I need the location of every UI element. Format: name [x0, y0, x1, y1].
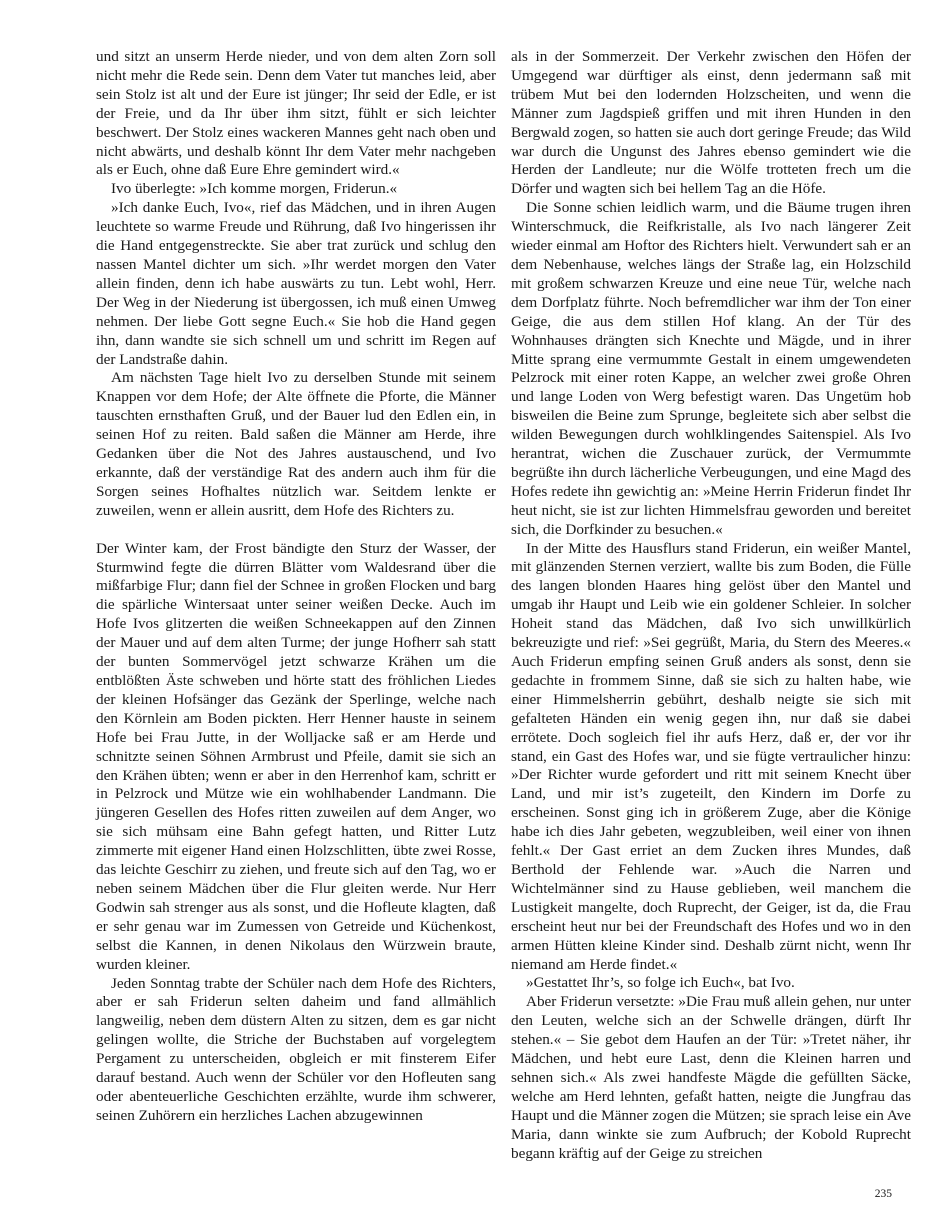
paragraph: Jeden Sonntag trabte der Schüler nach dem Hofe des Richters, aber er sah Friderun selten daheim und fand allmählich langweilig, neben dem düstern Alten zu sitzen, dem es gar nicht gelingen wollte, die Striche der Buchstaben auf vorgelegtem Pergament zu unterscheiden, obgleich er mit finsterem Eifer darauf bestand. Auch wenn der Schüler vor den Hofleuten sang oder abenteuerliche Geschichten erzählte, wurde ihm schwerer, seinen Zuhörern ein herzliches Lachen abzugewinnen: [96, 974, 496, 1124]
right-text-column: [511, 48, 911, 1163]
paragraph: Aber Friderun versetzte: »Die Frau muß allein gehen, nur unter den Leuten, welche sich an der Schwelle drängen, dürft Ihr stehen.« – Sie gebot dem Haufen an der Tür: »Tretet näher, ihr Mädchen, und hebt eure Last, denn die Kleinen harren und sehnen sich.« Als zwei handfeste Mägde die gefüllten Säcke, welche am Herd lehnten, gefaßt hatten, neigte die Jungfrau das Haupt und die Männer zogen die Mützen; sie sprach leise ein Ave Maria, dann winkte sie zum Aufbruch; der Kobold Ruprecht begann kräftig auf der Geige zu streichen: [511, 993, 911, 1162]
page-number: 235: [874, 1188, 892, 1200]
paragraph: »Gestattet Ihr’s, so folge ich Euch«, bat Ivo.: [526, 974, 795, 992]
paragraph: als in der Sommerzeit. Der Verkehr zwischen den Höfen der Umgegend war dürftiger als einst, denn jedermann saß mit trübem Mut bei den lodernden Holzscheiten, und wenn die Männer zum Jagdspieß griffen und mit ihren Hunden in den Bergwald zogen, so hatten sie auch dort geringe Freude; das Wild war durch die Ungunst des Jahres ebenso gemindert wie die Herden der Landleute; nur die Wölfe trotteten frech um die Dörfer und wagten sich bei hellem Tag an die Höfe.: [511, 48, 911, 198]
paragraph: Am nächsten Tage hielt Ivo zu derselben Stunde mit seinem Knappen vor dem Hofe; der Alte öffnete die Pforte, die Männer tauschten ernsthaften Gruß, und der Bauer lud den Edlen ein, in seinen Hof zu reiten. Bald saßen die Männer am Herde, ihre Gedanken über die Not des Jahres austauschend, und Ivo erkannte, daß der verständige Rat des andern auch ihm für die Sorgen seines Hofhaltes nützlich war. Seitdem lenkte er zuweilen, wenn er allein ausritt, dem Hofe des Richters zu.: [96, 369, 496, 519]
section-break: [96, 521, 496, 540]
paragraph: Der Winter kam, der Frost bändigte den Sturz der Wasser, der Sturmwind fegte die dürren Blätter vom Waldesrand über die mißfarbige Flur; dann fiel der Schnee in großen Flocken und barg die spärliche Wintersaat unter seiner weißen Decke. Auch im Hofe Ivos glitzerten die weißen Schneekappen auf den Zinnen der Mauer und auf dem alten Turme; der junge Hofherr sah statt der bunten Sommervögel jetzt schwarze Krähen um die entblößten Äste schweben und hörte statt des fröhlichen Liedes der kleinen Hofsänger das Gezänk der Sperlinge, welche nach den Körnlein am Boden pickten. Herr Henner hauste in seinem Hofe bei Frau Jutte, in der Wolljacke saß er am Herde und schnitzte seinen Söhnen Armbrust und Pfeile, damit sie sich an den Krähen übten; wenn er aber in den Herrenhof kam, schritt er in Pelzrock und Mütze wie ein wohlhabender Landmann. Die jüngeren Gesellen des Hofes ritten zuweilen auf dem Anger, wo sie sich mühsam eine Bahn gefegt hatten, und Ritter Lutz zimmerte mit eigener Hand einen Holzschlitten, übte zwei Rosse, das leichte Geschirr zu ziehen, und freute sich auf den Tag, wo er neben seinem Mädchen über die Flur gleiten werde. Nur Herr Godwin sah strenger aus als sonst, und die Hofleute klagten, daß er sehr genau war im Zumessen von Getreide und Küchenkost, selbst die Kannen, in denen Nikolaus den Würzwein braute, wurden kleiner.: [96, 539, 496, 973]
paragraph: In der Mitte des Hausflurs stand Friderun, ein weißer Mantel, mit glänzenden Sternen verziert, wallte bis zum Boden, die Fülle des langen blonden Haares hing gelöst über den Mantel und umgab ihr Haupt und Leib wie ein goldener Schleier. In solcher Hoheit stand das Mädchen, daß Ivo sich unwillkürlich bekreuzigte und rief: »Sei gegrüßt, Maria, du Stern des Meeres.« Auch Friderun empfing seinen Gruß anders als sonst, denn sie gedachte in frommem Sinne, daß sie sich zu halten habe, wie einer Himmelsherrin gebührt, deshalb neigte sie sich mit gefalteten Händen ein wenig gegen ihn, nur daß sie dabei errötete. Doch sogleich fiel ihr aufs Herz, daß er, der vor ihr stand, ein Gast des Hofes war, und sie fügte vertraulicher hinzu: »Der Richter wurde gefordert und ritt mit seinem Knecht über Land, und mir ist’s zugeteilt, den Kindern im Dorfe zu erscheinen. Sonst ging ich in größerem Zuge, aber die Könige habe ich dies Jahr gebeten, wegzubleiben, weil einer von ihnen fehlt.« Der Gast erriet an dem Zucken ihres Mundes, daß Berthold der Fehlende war. »Auch die Narren und Wichtelmänner sind zu Hause geblieben, weil manchem die Lustigkeit mangelte, doch Ruprecht, der Geiger, ist da, die Frau erscheint heut nur bei der Freundschaft des Hofes und wo in den armen Hütten kleine Kinder sind. Deshalb zürnt nicht, wenn Ihr niemand am Herde findet.«: [511, 539, 911, 973]
paragraph: Ivo überlegte: »Ich komme morgen, Friderun.«: [111, 180, 398, 198]
paragraph: Die Sonne schien leidlich warm, und die Bäume trugen ihren Winterschmuck, die Reifkristalle, als Ivo nach längerer Zeit wieder einmal am Hoftor des Richters hielt. Verwundert sah er an dem Nebenhause, welches längs der Straße lag, ein Holzschild mit großem schwarzen Kreuze und eine neue Tür, welche nach dem Dorfplatz führte. Noch befremdlicher war ihm der Ton einer Geige, die aus dem stillen Hof klang. An der Tür des Wohnhauses drängten sich Knechte und Mägde, und in ihrer Mitte sprang eine vermummte Gestalt in einem umgewendeten Pelzrock mit einer roten Kappe, an welcher zwei große Ohren und lange Loden von Werg befestigt waren. Das Ungetüm hob bisweilen die Beine zum Sprunge, begleitete sich aber selbst die wilden Bewegungen durch wohlklingendes Saitenspiel. Als Ivo herantrat, wichen die Zuschauer zurück, der Vermummte begrüßte ihn durch lächerliche Verbeugungen, und eine Magd des Hofes redete ihn gewichtig an: »Meine Herrin Friderun findet Ihr heut nicht, sie ist zur lichten Himmelsfrau geworden und bereitet sich, die Dorfkinder zu besuchen.«: [511, 199, 911, 538]
left-text-column: [96, 48, 496, 1126]
paragraph: und sitzt an unserm Herde nieder, und von dem alten Zorn soll nicht mehr die Rede sein. Denn dem Vater tut manches leid, aber sein Stolz ist alt und der Eure ist jünger; Ihr seid der Edle, er ist der Freie, und da Ihr über ihm sitzt, fühlt er sich leichter beschwert. Der Stolz eines wackeren Mannes geht nach oben und nicht abwärts, und deshalb könnt Ihr dem Vater mehr nachgeben als er Euch, ohne daß Eure Ehre gemindert wird.«: [96, 48, 496, 179]
paragraph: »Ich danke Euch, Ivo«, rief das Mädchen, und in ihren Augen leuchtete so warme Freude und Rührung, daß Ivo hingerissen ihr die Hand entgegenstreckte. Sie aber trat zurück und schlug den nassen Mantel dichter um sich. »Ihr werdet morgen den Vater allein finden, denn ich habe auswärts zu tun. Lebt wohl, Herr. Der Weg in der Niederung ist übergossen, ich muß einen Umweg nehmen. Der liebe Gott segne Euch.« Sie hob die Hand gegen ihn, dann wandte sie sich schnell um und schritt im Regen auf der Landstraße dahin.: [96, 199, 496, 368]
